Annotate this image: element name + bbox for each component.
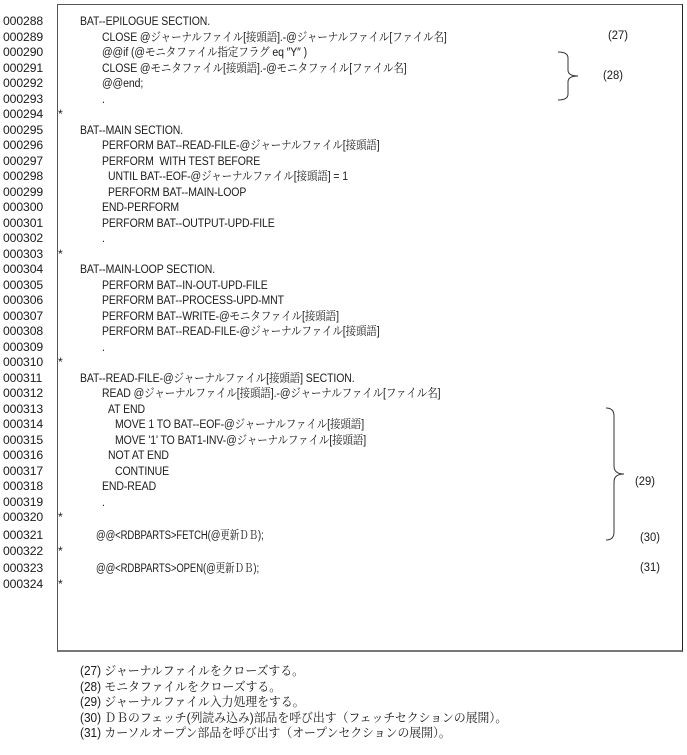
legend-item: [80, 695, 507, 711]
code-text: NOT AT END: [108, 448, 169, 462]
code-text: @@<RDBPARTS>FETCH(@更新ＤＢ);: [96, 528, 264, 542]
legend-item: [80, 664, 507, 680]
line-number: 000311: [3, 370, 43, 385]
line-number: 000291: [3, 60, 44, 75]
code-text: @@if (@モニタファイル指定フラグ eq ″Y″ ): [102, 45, 308, 59]
line-number: 000324: [3, 576, 44, 591]
code-text: PERFORM BAT--MAIN-LOOP: [108, 184, 247, 199]
line-number: 000295: [3, 122, 44, 137]
code-line: [0, 355, 687, 370]
legend-item: [80, 680, 507, 696]
code-line: [0, 324, 687, 339]
code-text: BAT--EPILOGUE SECTION.: [80, 14, 211, 28]
legend-text: カーソルオープン部品を呼び出す（オープンセクションの展開）。: [104, 726, 451, 740]
code-line: [0, 262, 687, 277]
line-number: 000300: [3, 200, 44, 214]
line-number: 000321: [3, 528, 44, 542]
code-text: PERFORM WITH TEST BEFORE: [102, 153, 261, 168]
legend-label: (30): [80, 710, 102, 725]
code-line: [0, 169, 687, 184]
line-number: 000303: [3, 246, 44, 261]
line-number: 000305: [3, 277, 44, 292]
code-line: [0, 510, 687, 525]
code-text: .: [102, 339, 105, 354]
code-line: [0, 402, 687, 417]
line-number: 000288: [3, 14, 44, 28]
line-number: 000310: [3, 355, 44, 369]
code-line: [0, 528, 687, 543]
code-text: PERFORM BAT--READ-FILE-@ジャーナルファイル[接頭語]: [102, 324, 380, 338]
code-line: [0, 417, 687, 432]
line-number: 000290: [3, 45, 44, 59]
code-text: MOVE 1 TO BAT--EOF-@ジャーナルファイル[接頭語]: [115, 417, 365, 431]
legend-text: モニタファイルをクローズする。: [104, 679, 282, 694]
line-number: 000306: [3, 293, 44, 307]
legend-label: (31): [80, 726, 102, 740]
legend-text: ＤＢのフェッチ(列読み込み)部品を呼び出す（フェッチセクションの展開）。: [104, 710, 508, 725]
line-number: 000317: [3, 463, 44, 478]
line-number: 000309: [3, 339, 44, 354]
code-line: [0, 448, 687, 463]
code-text: .: [102, 494, 105, 509]
code-text: PERFORM BAT--IN-OUT-UPD-FILE: [102, 277, 268, 292]
code-text: END-READ: [102, 479, 157, 493]
code-line: [0, 495, 687, 510]
comment-asterisk: *: [58, 246, 63, 261]
annotation-30: (30): [640, 530, 660, 544]
line-number: 000308: [3, 324, 44, 338]
code-text: @@<RDBPARTS>OPEN(@更新ＤＢ);: [96, 561, 260, 575]
code-line: [0, 433, 687, 448]
brace-icon: [604, 406, 634, 542]
legend-label: (28): [80, 679, 102, 694]
code-text: .: [102, 231, 105, 245]
code-line: [0, 464, 687, 479]
code-line: [0, 371, 687, 386]
code-line: [0, 30, 687, 45]
code-text: UNTIL BAT--EOF-@ジャーナルファイル[接頭語] = 1: [108, 169, 348, 183]
line-number: 000312: [3, 386, 44, 400]
line-number: 000322: [3, 543, 44, 558]
code-line: [0, 293, 687, 308]
code-line: [0, 577, 687, 592]
code-line: [0, 247, 687, 262]
code-line: [0, 544, 687, 559]
brace-icon: [556, 50, 596, 102]
code-line: [0, 231, 687, 246]
code-text: @@end;: [102, 76, 144, 90]
annotation-27: (27): [608, 28, 628, 42]
annotation-31: (31): [640, 560, 660, 574]
comment-asterisk: *: [58, 107, 63, 121]
code-text: CLOSE @ジャーナルファイル[接頭語].-@ジャーナルファイル[ファイル名]: [102, 29, 447, 44]
line-number: 000301: [3, 215, 44, 230]
line-number: 000323: [3, 561, 44, 575]
code-line: [0, 14, 687, 29]
code-text: CONTINUE: [115, 463, 170, 478]
code-text: PERFORM BAT--READ-FILE-@ジャーナルファイル[接頭語]: [102, 138, 380, 152]
legend-label: (29): [80, 695, 102, 709]
code-line: [0, 278, 687, 293]
line-number: 000292: [3, 76, 44, 90]
line-number: 000296: [3, 138, 44, 152]
line-number: 000302: [3, 231, 44, 245]
code-text: CLOSE @モニタファイル[接頭語].-@モニタファイル[ファイル名]: [102, 60, 407, 75]
legend-item: [80, 711, 507, 727]
code-text: .: [102, 91, 105, 106]
code-text: MOVE '1' TO BAT1-INV-@ジャーナルファイル[接頭語]: [115, 432, 367, 447]
code-text: PERFORM BAT--PROCESS-UPD-MNT: [102, 293, 284, 307]
code-line: [0, 340, 687, 355]
code-text: END-PERFORM: [102, 200, 180, 214]
code-line: [0, 185, 687, 200]
line-number: 000319: [3, 494, 44, 509]
annotation-legend: [80, 664, 534, 742]
comment-asterisk: *: [58, 510, 63, 524]
code-text: AT END: [108, 401, 145, 416]
line-number: 000315: [3, 432, 44, 447]
line-number: 000316: [3, 448, 44, 462]
legend-text: ジャーナルファイル入力処理をする。: [104, 695, 305, 709]
line-number: 000318: [3, 479, 44, 493]
line-number: 000304: [3, 262, 44, 276]
code-text: BAT--READ-FILE-@ジャーナルファイル[接頭語] SECTION.: [80, 370, 355, 385]
legend-text: ジャーナルファイルをクローズする。: [104, 664, 304, 678]
annotation-28: (28): [603, 68, 623, 82]
code-line: [0, 200, 687, 215]
code-line: [0, 561, 687, 576]
legend-item: [80, 726, 507, 742]
code-text: PERFORM BAT--OUTPUT-UPD-FILE: [102, 215, 275, 230]
comment-asterisk: *: [58, 355, 63, 369]
code-text: READ @ジャーナルファイル[接頭語].-@ジャーナルファイル[ファイル名]: [102, 386, 441, 400]
line-number: 000299: [3, 184, 44, 199]
line-number: 000320: [3, 510, 44, 524]
line-number: 000298: [3, 169, 44, 183]
code-line: [0, 107, 687, 122]
code-line: [0, 123, 687, 138]
comment-asterisk: *: [58, 543, 63, 558]
code-line: [0, 154, 687, 169]
line-number: 000313: [3, 401, 44, 416]
code-line: [0, 309, 687, 324]
code-line: [0, 216, 687, 231]
line-number: 000293: [3, 91, 44, 106]
line-number: 000307: [3, 308, 44, 323]
code-line: [0, 386, 687, 401]
annotation-29: (29): [635, 474, 655, 488]
line-number: 000294: [3, 107, 44, 121]
comment-asterisk: *: [58, 576, 63, 591]
legend-label: (27): [80, 664, 102, 678]
line-number: 000314: [3, 417, 44, 431]
line-number: 000297: [3, 153, 44, 168]
line-number: 000289: [3, 29, 44, 44]
code-line: [0, 138, 687, 153]
code-text: BAT--MAIN SECTION.: [80, 122, 184, 137]
code-line: [0, 479, 687, 494]
code-text: PERFORM BAT--WRITE-@モニタファイル[接頭語]: [102, 308, 339, 323]
code-text: BAT--MAIN-LOOP SECTION.: [80, 262, 216, 276]
